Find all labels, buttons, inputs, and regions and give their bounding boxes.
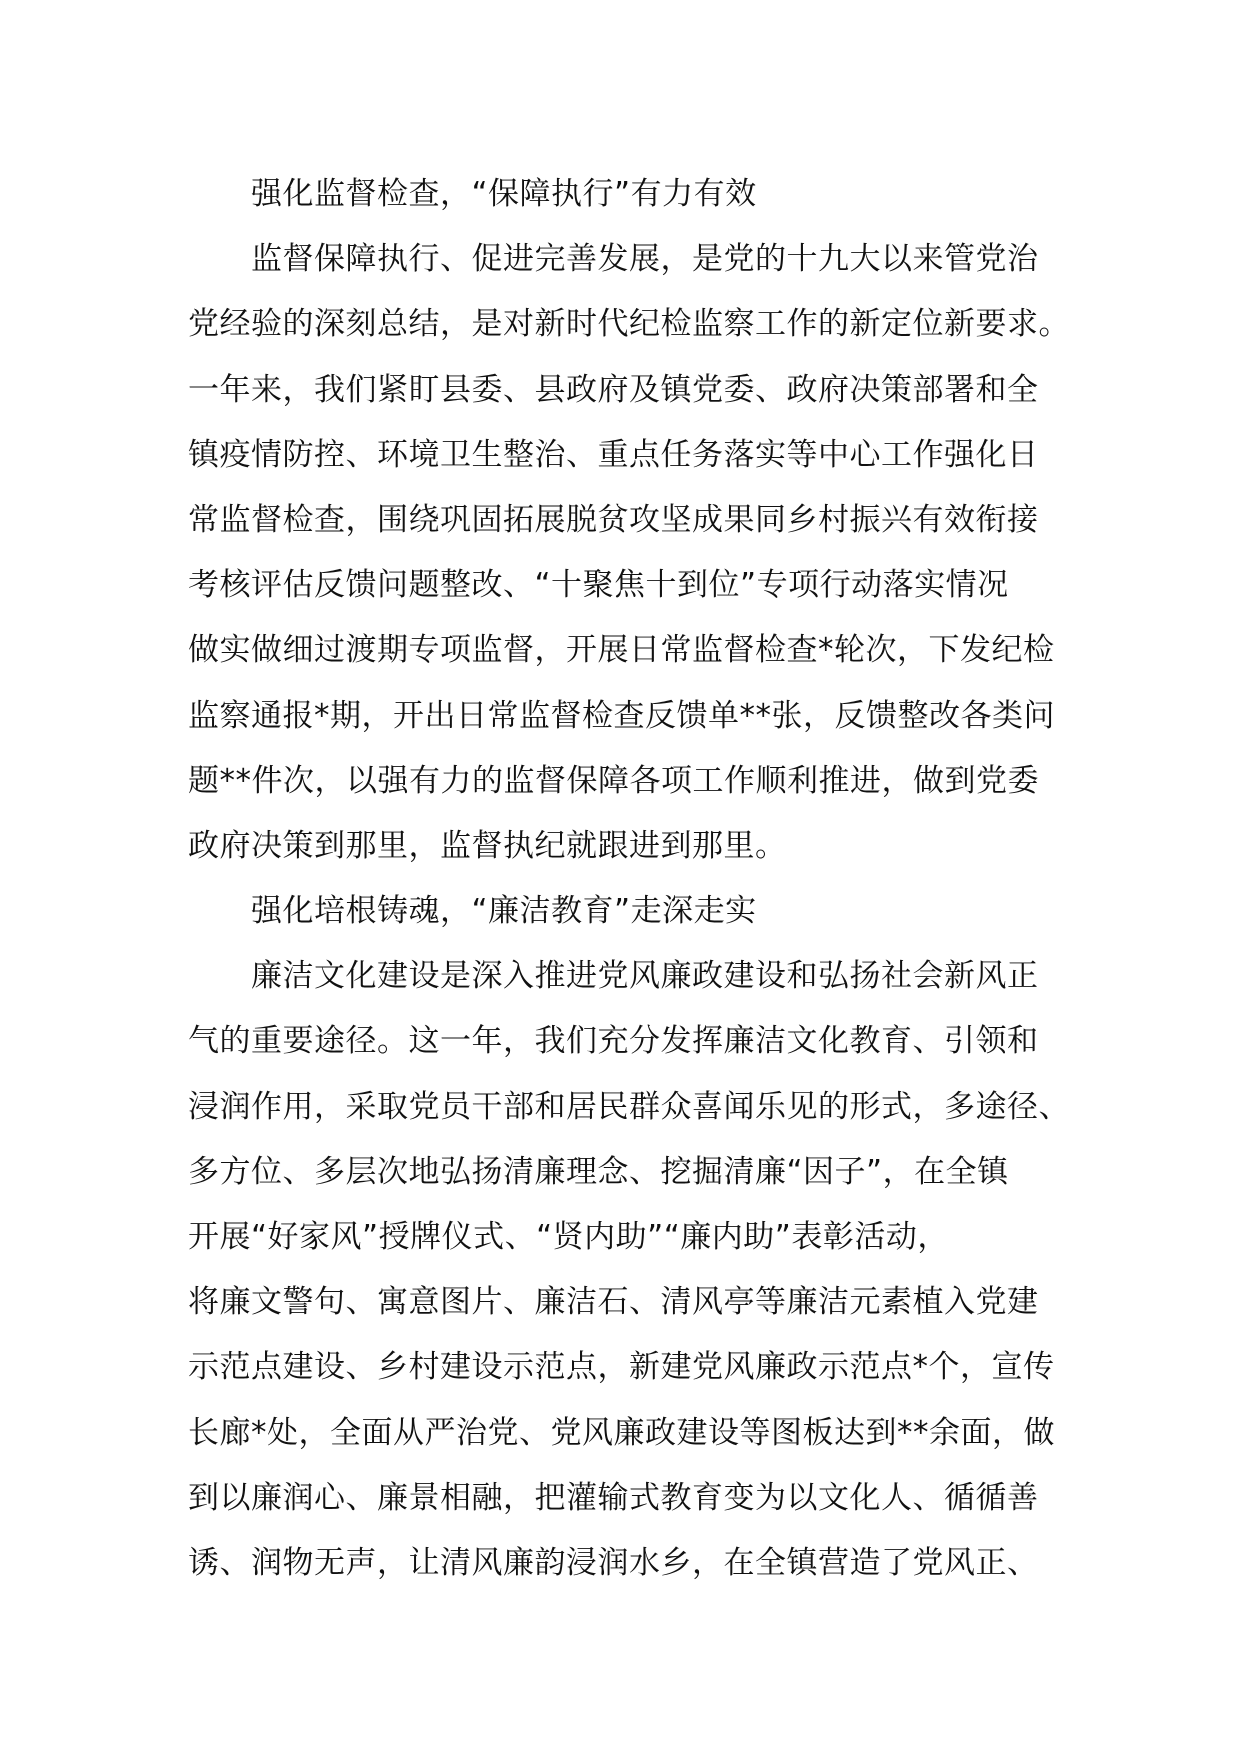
paragraph-line: 一年来，我们紧盯县委、县政府及镇党委、政府决策部署和全 — [188, 371, 1039, 408]
paragraph-line: 监督保障执行、促进完善发展，是党的十九大以来管党治 — [251, 241, 1039, 278]
paragraph-line: 将廉文警句、寓意图片、廉洁石、清风亭等廉洁元素植入党建 — [188, 1284, 1039, 1321]
paragraph-line: 考核评估反馈问题整改、“十聚焦十到位”专项行动落实情况 — [188, 567, 1009, 604]
paragraph-line: 开展“好家风”授牌仪式、“贤内助”“廉内助”表彰活动， — [188, 1219, 949, 1255]
section-heading-supervision: 强化监督检查，“保障执行”有力有效 — [251, 176, 757, 212]
paragraph-line: 气的重要途径。这一年，我们充分发挥廉洁文化教育、引领和 — [188, 1023, 1039, 1060]
section-heading-integrity-education: 强化培根铸魂，“廉洁教育”走深走实 — [251, 893, 757, 930]
paragraph-line: 示范点建设、乡村建设示范点，新建党风廉政示范点*个，宣传 — [188, 1349, 1055, 1386]
paragraph-line: 诱、润物无声，让清风廉韵浸润水乡，在全镇营造了党风正、 — [188, 1544, 1039, 1581]
paragraph-line: 多方位、多层次地弘扬清廉理念、挖掘清廉“因子”，在全镇 — [188, 1153, 1009, 1190]
paragraph-line: 做实做细过渡期专项监督，开展日常监督检查*轮次，下发纪检 — [188, 632, 1055, 669]
paragraph-line: 长廊*处，全面从严治党、党风廉政建设等图板达到**余面，做 — [188, 1414, 1055, 1451]
paragraph-line: 政府决策到那里，监督执纪就跟进到那里。 — [188, 827, 787, 864]
paragraph-line: 镇疫情防控、环境卫生整治、重点任务落实等中心工作强化日 — [188, 436, 1039, 473]
paragraph-line: 廉洁文化建设是深入推进党风廉政建设和弘扬社会新风正 — [251, 958, 1039, 995]
paragraph-line: 常监督检查，围绕巩固拓展脱贫攻坚成果同乡村振兴有效衔接 — [188, 501, 1039, 538]
paragraph-line: 监察通报*期，开出日常监督检查反馈单**张，反馈整改各类问 — [188, 697, 1055, 734]
paragraph-line: 浸润作用，采取党员干部和居民群众喜闻乐见的形式，多途径、 — [188, 1088, 1070, 1125]
paragraph-line: 到以廉润心、廉景相融，把灌输式教育变为以文化人、循循善 — [188, 1479, 1039, 1516]
paragraph-line: 党经验的深刻总结，是对新时代纪检监察工作的新定位新要求。 — [188, 306, 1070, 343]
paragraph-line: 题**件次，以强有力的监督保障各项工作顺利推进，做到党委 — [188, 762, 1039, 799]
document-body — [188, 162, 1070, 1596]
